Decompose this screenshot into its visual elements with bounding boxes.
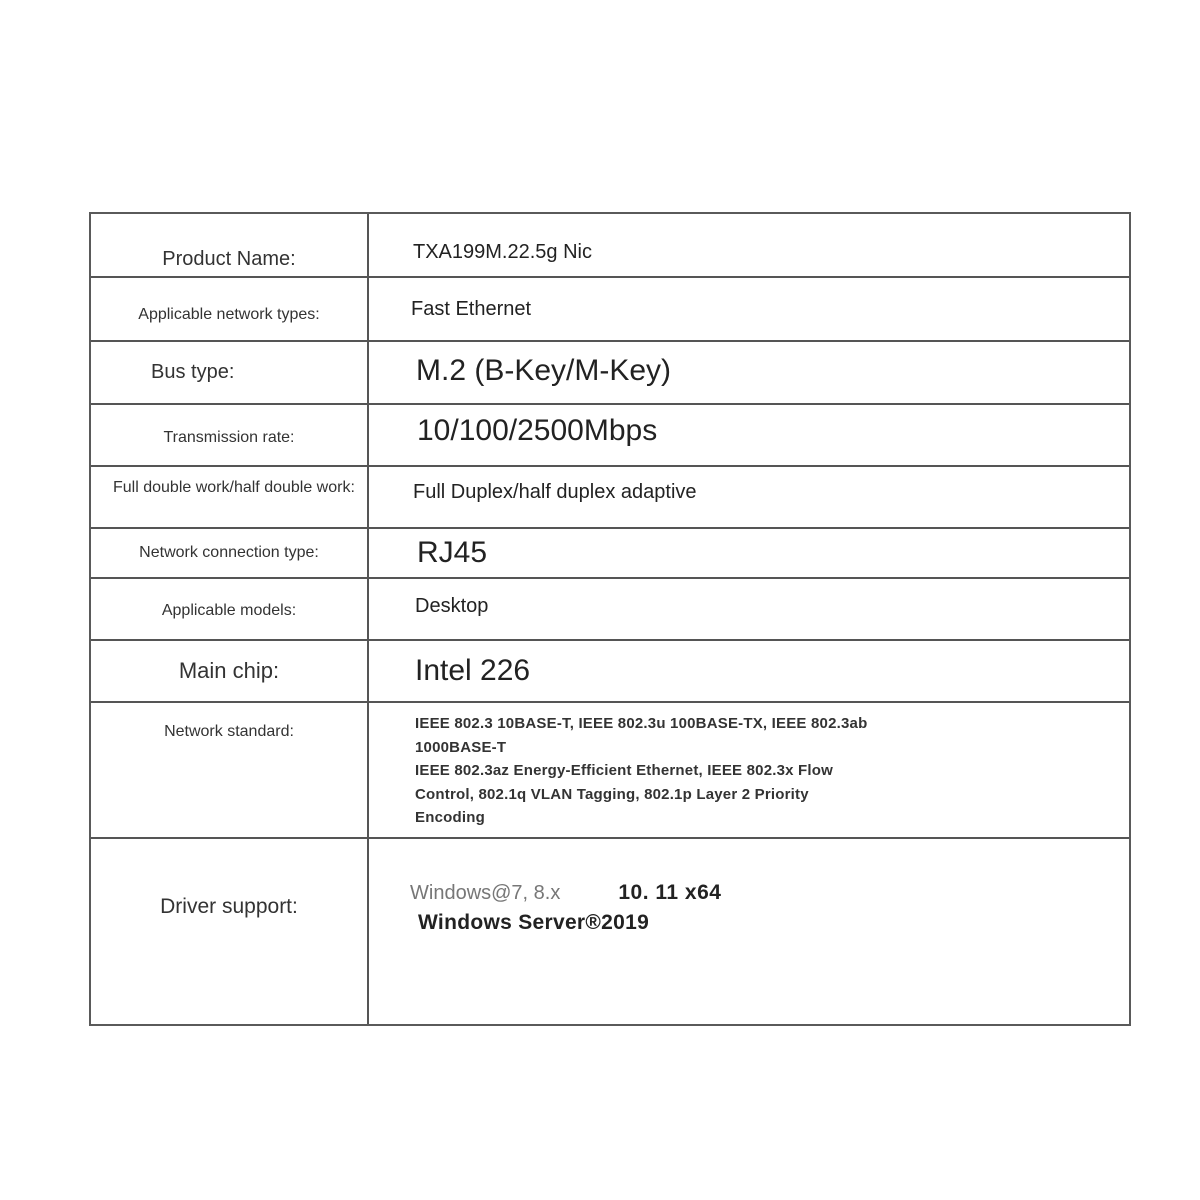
standard-line: IEEE 802.3az Energy-Efficient Ethernet, IEEE 802.3x Flow: [415, 762, 834, 779]
spec-table: [89, 212, 1131, 1026]
row-value: RJ45: [417, 536, 488, 569]
table-row-network-types: [91, 278, 1129, 342]
table-row-connection-type: [91, 529, 1129, 579]
row-label: Network standard:: [164, 723, 294, 740]
row-value: 10/100/2500Mbps: [417, 414, 658, 447]
driver-windows-server: Windows Server®2019: [418, 911, 650, 934]
row-label: Transmission rate:: [163, 429, 295, 446]
row-label: Full double work/half double work:: [113, 479, 355, 496]
row-value: TXA199M.22.5g Nic: [413, 240, 592, 263]
row-label: Applicable models:: [161, 602, 297, 619]
row-label: Main chip:: [178, 658, 280, 683]
standard-line: Control, 802.1q VLAN Tagging, 802.1p Layer 2 Priority: [415, 785, 809, 803]
driver-windows-10-11: 10. 11 x64: [618, 881, 722, 904]
row-label: Bus type:: [151, 361, 235, 383]
table-row-driver-support: [91, 839, 1129, 1024]
row-value: Fast Ethernet: [411, 297, 532, 320]
row-label: Network connection type:: [139, 544, 319, 561]
row-value: Intel 226: [415, 654, 531, 687]
driver-line-1: [410, 881, 721, 905]
table-row-bus-type: [91, 342, 1129, 405]
row-label: Driver support:: [160, 895, 298, 918]
row-value: Desktop: [415, 594, 489, 617]
table-row-main-chip: [91, 641, 1129, 703]
standard-line: 1000BASE-T: [415, 738, 507, 756]
row-label: Applicable network types:: [138, 306, 320, 323]
standard-line: Encoding: [415, 809, 485, 826]
table-row-product-name: [91, 214, 1129, 278]
table-row-applicable-models: [91, 579, 1129, 641]
standard-line: IEEE 802.3 10BASE-T, IEEE 802.3u 100BASE-TX, IEEE 802.3ab: [415, 715, 868, 732]
row-value: M.2 (B-Key/M-Key): [416, 353, 672, 387]
table-row-transmission-rate: [91, 405, 1129, 467]
row-value: Full Duplex/half duplex adaptive: [413, 480, 697, 503]
row-value: [369, 703, 1129, 837]
row-label: Product Name:: [162, 247, 296, 270]
table-row-network-standard: [91, 703, 1129, 839]
row-value: [369, 839, 1129, 1024]
table-row-duplex: [91, 467, 1129, 529]
driver-windows-versions: Windows@7, 8.x: [410, 882, 561, 904]
